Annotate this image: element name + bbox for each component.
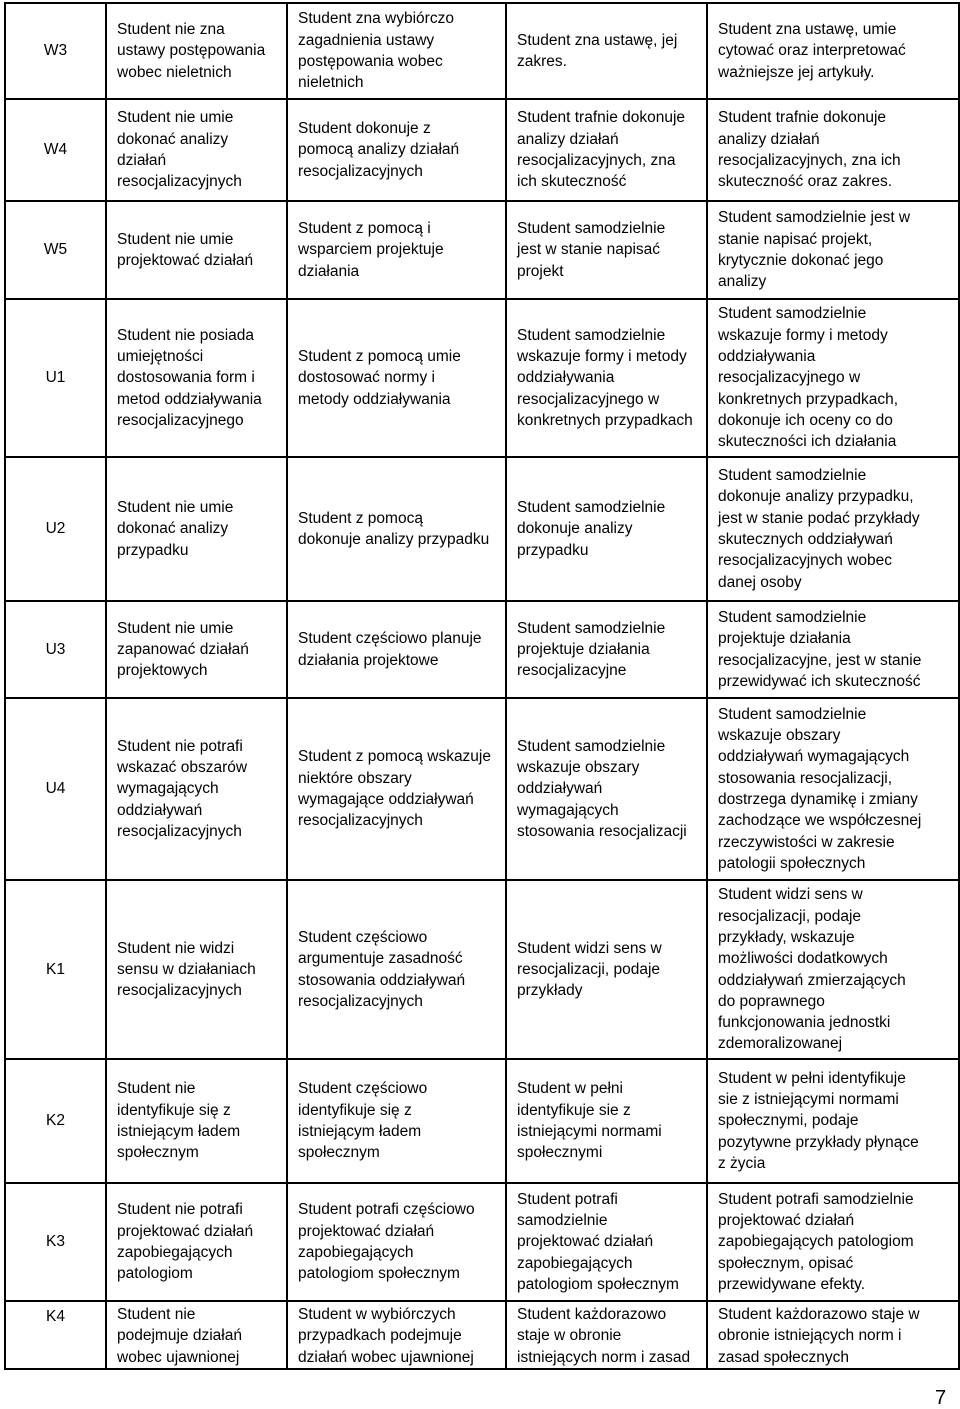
page-number: 7 [935,1387,947,1409]
table-row-w4 [5,99,959,201]
grade-5-cell: Student widzi sens w resocjalizacji, podaje przykłady, wskazuje możliwości dodatkowych oddziaływań zmierzających do poprawnego funkcjonowania jednostki zdemoralizowanej [707,880,959,1059]
grade-4-cell: Student w pełni identyfikuje sie z istniejącymi normami społecznymi [506,1059,707,1183]
grade-3-cell: Student w wybiórczych przypadkach podejmuje działań wobec ujawnionej [287,1301,506,1369]
grade-5-cell: Student samodzielnie wskazuje formy i metody oddziaływania resocjalizacyjnego w konkretnych przypadkach, dokonuje ich oceny co do skuteczności ich działania [707,299,959,457]
row-code: W5 [5,201,106,299]
grade-2-cell: Student nie umie zapanować działań projektowych [106,601,287,698]
grade-4-cell: Student samodzielnie wskazuje formy i metody oddziaływania resocjalizacyjnego w konkretnych przypadkach [506,299,707,457]
table-row-u4 [5,698,959,880]
grade-4-cell: Student każdorazowo staje w obronie istniejących norm i zasad [506,1301,707,1369]
grade-3-cell: Student dokonuje z pomocą analizy działań resocjalizacyjnych [287,99,506,201]
table-row-k4 [5,1301,959,1369]
table-row-k1 [5,880,959,1059]
grade-2-cell: Student nie umie dokonać analizy działań resocjalizacyjnych [106,99,287,201]
grade-4-cell: Student samodzielnie dokonuje analizy przypadku [506,457,707,601]
table-row-u3 [5,601,959,698]
row-code: W3 [5,3,106,99]
grade-3-cell: Student potrafi częściowo projektować działań zapobiegających patologiom społecznym [287,1183,506,1301]
row-code: U2 [5,457,106,601]
grade-5-cell: Student w pełni identyfikuje sie z istniejącymi normami społecznymi, podaje pozytywne przykłady płynące z życia [707,1059,959,1183]
row-code: U1 [5,299,106,457]
table-row-u1 [5,299,959,457]
row-code: W4 [5,99,106,201]
row-code: U4 [5,698,106,880]
grade-5-cell: Student trafnie dokonuje analizy działań resocjalizacyjnych, zna ich skuteczność oraz zakres. [707,99,959,201]
grade-4-cell: Student samodzielnie projektuje działania resocjalizacyjne [506,601,707,698]
grade-5-cell: Student zna ustawę, umie cytować oraz interpretować ważniejsze jej artykuły. [707,3,959,99]
grade-5-cell: Student samodzielnie dokonuje analizy przypadku, jest w stanie podać przykłady skutecznych oddziaływań resocjalizacyjnych wobec danej osoby [707,457,959,601]
grade-3-cell: Student częściowo planuje działania projektowe [287,601,506,698]
grade-3-cell: Student z pomocą i wsparciem projektuje działania [287,201,506,299]
grade-4-cell: Student samodzielnie wskazuje obszary oddziaływań wymagających stosowania resocjalizacji [506,698,707,880]
grade-3-cell: Student częściowo argumentuje zasadność stosowania oddziaływań resocjalizacyjnych [287,880,506,1059]
row-code: K1 [5,880,106,1059]
grade-3-cell: Student z pomocą wskazuje niektóre obszary wymagające oddziaływań resocjalizacyjnych [287,698,506,880]
table-row-k2 [5,1059,959,1183]
table-row-w5 [5,201,959,299]
row-code: U3 [5,601,106,698]
grade-2-cell: Student nie posiada umiejętności dostosowania form i metod oddziaływania resocjalizacyjnego [106,299,287,457]
grade-4-cell: Student potrafi samodzielnie projektować działań zapobiegających patologiom społecznym [506,1183,707,1301]
grade-2-cell: Student nie identyfikuje się z istniejącym ładem społecznym [106,1059,287,1183]
grade-3-cell: Student z pomocą umie dostosować normy i metody oddziaływania [287,299,506,457]
grade-4-cell: Student widzi sens w resocjalizacji, podaje przykłady [506,880,707,1059]
grade-4-cell: Student trafnie dokonuje analizy działań resocjalizacyjnych, zna ich skuteczność [506,99,707,201]
grade-4-cell: Student samodzielnie jest w stanie napisać projekt [506,201,707,299]
table-row-w3 [5,3,959,99]
table-row-k3 [5,1183,959,1301]
grade-3-cell: Student częściowo identyfikuje się z istniejącym ładem społecznym [287,1059,506,1183]
row-code: K3 [5,1183,106,1301]
grade-5-cell: Student potrafi samodzielnie projektować działań zapobiegających patologiom społecznym, opisać przewidywane efekty. [707,1183,959,1301]
grade-5-cell: Student samodzielnie jest w stanie napisać projekt, krytycznie dokonać jego analizy [707,201,959,299]
assessment-criteria-table [4,2,960,1370]
grade-3-cell: Student zna wybiórczo zagadnienia ustawy postępowania wobec nieletnich [287,3,506,99]
grade-2-cell: Student nie umie dokonać analizy przypadku [106,457,287,601]
grade-5-cell: Student każdorazowo staje w obronie istniejących norm i zasad społecznych [707,1301,959,1369]
table-row-u2 [5,457,959,601]
grade-2-cell: Student nie podejmuje działań wobec ujawnionej [106,1301,287,1369]
grade-3-cell: Student z pomocą dokonuje analizy przypadku [287,457,506,601]
grade-2-cell: Student nie zna ustawy postępowania wobec nieletnich [106,3,287,99]
grade-5-cell: Student samodzielnie projektuje działania resocjalizacyjne, jest w stanie przewidywać ich skuteczność [707,601,959,698]
grade-2-cell: Student nie umie projektować działań [106,201,287,299]
row-code: K2 [5,1059,106,1183]
grade-2-cell: Student nie potrafi projektować działań zapobiegających patologiom [106,1183,287,1301]
grade-5-cell: Student samodzielnie wskazuje obszary oddziaływań wymagających stosowania resocjalizacji, dostrzega dynamikę i zmiany zachodzące we współczesnej rzeczywistości w zakresie patologii społecznych [707,698,959,880]
row-code: K4 [5,1301,106,1369]
grade-4-cell: Student zna ustawę, jej zakres. [506,3,707,99]
grade-2-cell: Student nie potrafi wskazać obszarów wymagających oddziaływań resocjalizacyjnych [106,698,287,880]
grade-2-cell: Student nie widzi sensu w działaniach resocjalizacyjnych [106,880,287,1059]
